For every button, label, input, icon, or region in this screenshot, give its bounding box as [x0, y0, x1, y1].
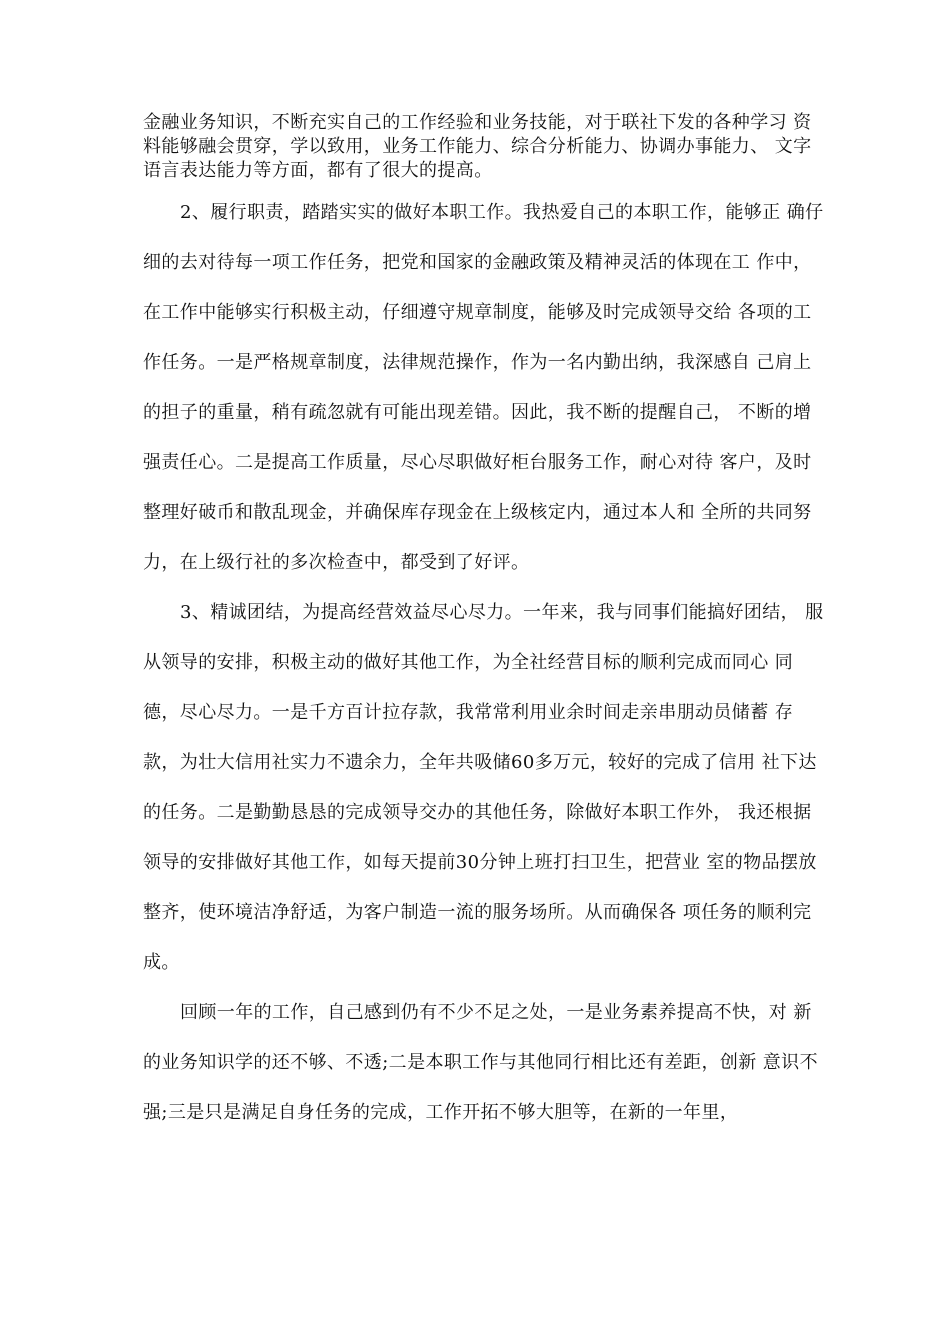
- review-line-2: 的业务知识学的还不够、不透;二是本职工作与其他同行相比还有差距，创新 意识不: [143, 1052, 818, 1073]
- section2-line-7: 整理好破币和散乱现金，并确保库存现金在上级核定内，通过本人和 全所的共同努: [143, 502, 812, 523]
- section2-line-5: 的担子的重量，稍有疏忽就有可能出现差错。因此，我不断的提醒自己， 不断的增: [143, 402, 812, 423]
- intro-line-1: 金融业务知识，不断充实自己的工作经验和业务技能，对于联社下发的各种学习 资: [143, 112, 812, 133]
- section3-line-3: 德，尽心尽力。一是千方百计拉存款，我常常利用业余时间走亲串朋动员储蓄 存: [143, 702, 794, 723]
- section2-line-3: 在工作中能够实行积极主动，仔细遵守规章制度，能够及时完成领导交给 各项的工: [143, 302, 812, 323]
- section3-line-4: 款，为壮大信用社实力不遗余力，全年共吸储60多万元，较好的完成了信用 社下达: [143, 752, 817, 773]
- section3-line-7: 整齐，使环境洁净舒适，为客户制造一流的服务场所。从而确保各 项任务的顺利完: [143, 902, 812, 923]
- section2-line-8: 力，在上级行社的多次检查中，都受到了好评。: [143, 552, 530, 573]
- section2-line-1: 2、履行职责，踏踏实实的做好本职工作。我热爱自己的本职工作，能够正 确仔: [180, 202, 824, 223]
- section2-line-4: 作任务。一是严格规章制度，法律规范操作，作为一名内勤出纳，我深感自 己肩上: [143, 352, 812, 373]
- section2-line-2: 细的去对待每一项工作任务，把党和国家的金融政策及精神灵活的体现在工 作中，: [143, 252, 812, 273]
- review-line-1: 回顾一年的工作，自己感到仍有不少不足之处，一是业务素养提高不快，对 新: [180, 1002, 812, 1023]
- review-line-3: 强;三是只是满足自身任务的完成，工作开拓不够大胆等，在新的一年里，: [143, 1102, 739, 1123]
- section3-line-8: 成。: [143, 952, 180, 973]
- section2-line-6: 强责任心。二是提高工作质量，尽心尽职做好柜台服务工作，耐心对待 客户，及时: [143, 452, 812, 473]
- section3-line-5: 的任务。二是勤勤恳恳的完成领导交办的其他任务，除做好本职工作外， 我还根据: [143, 802, 812, 823]
- intro-line-3: 语言表达能力等方面，都有了很大的提高。: [143, 160, 493, 181]
- section3-line-6: 领导的安排做好其他工作，如每天提前30分钟上班打扫卫生，把营业 室的物品摆放: [143, 852, 817, 873]
- section3-line-1: 3、精诚团结，为提高经营效益尽心尽力。一年来，我与同事们能搞好团结， 服: [180, 602, 824, 623]
- section3-line-2: 从领导的安排，积极主动的做好其他工作，为全社经营目标的顺利完成而同心 同: [143, 652, 794, 673]
- intro-line-2: 料能够融会贯穿，学以致用，业务工作能力、综合分析能力、协调办事能力、 文字: [143, 136, 812, 157]
